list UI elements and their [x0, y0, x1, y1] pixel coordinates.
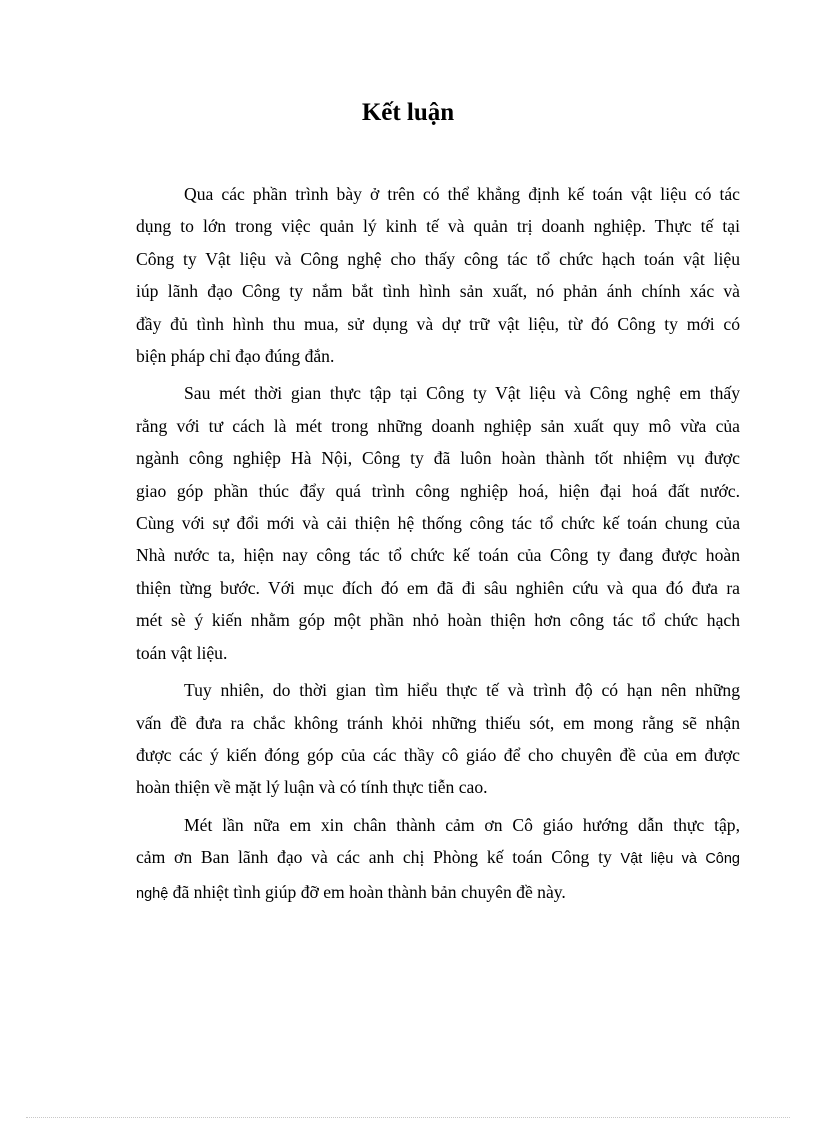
text-run-small: Vật liệu và Công — [620, 851, 740, 868]
text-run-small: nghệ — [136, 885, 169, 902]
page-footer-divider — [26, 1117, 790, 1118]
text-line: Tuy nhiên, do thời gian tìm hiểu thực tế và trình độ có hạn nên những — [184, 680, 740, 701]
text-line — [136, 876, 740, 910]
text-line: mét sè ý kiến nhằm góp một phần nhỏ hoàn thiện hơn công tác tổ chức hạch — [136, 610, 740, 631]
text-line: ngành công nghiệp Hà Nội, Công ty đã luôn hoàn thành tốt nhiệm vụ được — [136, 448, 740, 469]
text-run: cảm ơn Ban lãnh đạo và các anh chị Phòng kế toán Công ty — [136, 847, 621, 868]
text-line: dụng to lớn trong việc quản lý kinh tế và quản trị doanh nghiệp. Thực tế tại — [136, 216, 740, 237]
text-line: đầy đủ tình hình thu mua, sử dụng và dự trữ vật liệu, từ đó Công ty mới có — [136, 313, 740, 334]
text-line: toán vật liệu. — [136, 642, 228, 663]
text-line: được các ý kiến đóng góp của các thầy cô giáo để cho chuyên đề của em được — [136, 744, 740, 765]
text-line: Qua các phần trình bày ở trên có thể khẳng định kế toán vật liệu có tác — [184, 184, 740, 204]
text-line: giao góp phần thúc đẩy quá trình công nghiệp hoá, hiện đại hoá đất nước. — [136, 480, 740, 501]
text-line — [136, 841, 740, 875]
text-line: rằng với tư cách là mét trong những doanh nghiệp sản xuất quy mô vừa của — [136, 415, 740, 436]
text-line: biện pháp chỉ đạo đúng đắn. — [136, 346, 335, 367]
text-line: Mét lần nữa em xin chân thành cảm ơn Cô giáo hướng dẫn thực tập, — [184, 814, 740, 835]
text-line: iúp lãnh đạo Công ty nắm bắt tình hình sản xuất, nó phản ánh chính xác và — [136, 281, 740, 302]
paragraph-3 — [136, 674, 740, 804]
text-line: Sau mét thời gian thực tập tại Công ty Vật liệu và Công nghệ em thấy — [184, 383, 740, 404]
text-run: đã nhiệt tình giúp đỡ em hoàn thành bản chuyên đề này. — [168, 881, 566, 902]
text-line: hoàn thiện về mặt lý luận và có tính thực tiễn cao. — [136, 777, 488, 798]
page-title: Kết luận — [361, 99, 455, 126]
text-line: thiện từng bước. Với mục đích đó em đã đi sâu nghiên cứu và qua đó đưa ra — [136, 577, 740, 598]
text-line: Công ty Vật liệu và Công nghệ cho thấy công tác tổ chức hạch toán vật liệu — [136, 248, 740, 269]
paragraph-1 — [136, 178, 740, 372]
paragraph-2 — [136, 377, 740, 669]
text-line: Cùng với sự đổi mới và cải thiện hệ thống công tác tổ chức kế toán chung của — [136, 513, 740, 534]
body-text — [136, 178, 740, 915]
text-line: Nhà nước ta, hiện nay công tác tổ chức kế toán của Công ty đang được hoàn — [136, 545, 740, 566]
paragraph-4 — [136, 809, 740, 910]
text-line: vấn đề đưa ra chắc không tránh khỏi những thiếu sót, em mong rằng sẽ nhận — [136, 712, 740, 733]
